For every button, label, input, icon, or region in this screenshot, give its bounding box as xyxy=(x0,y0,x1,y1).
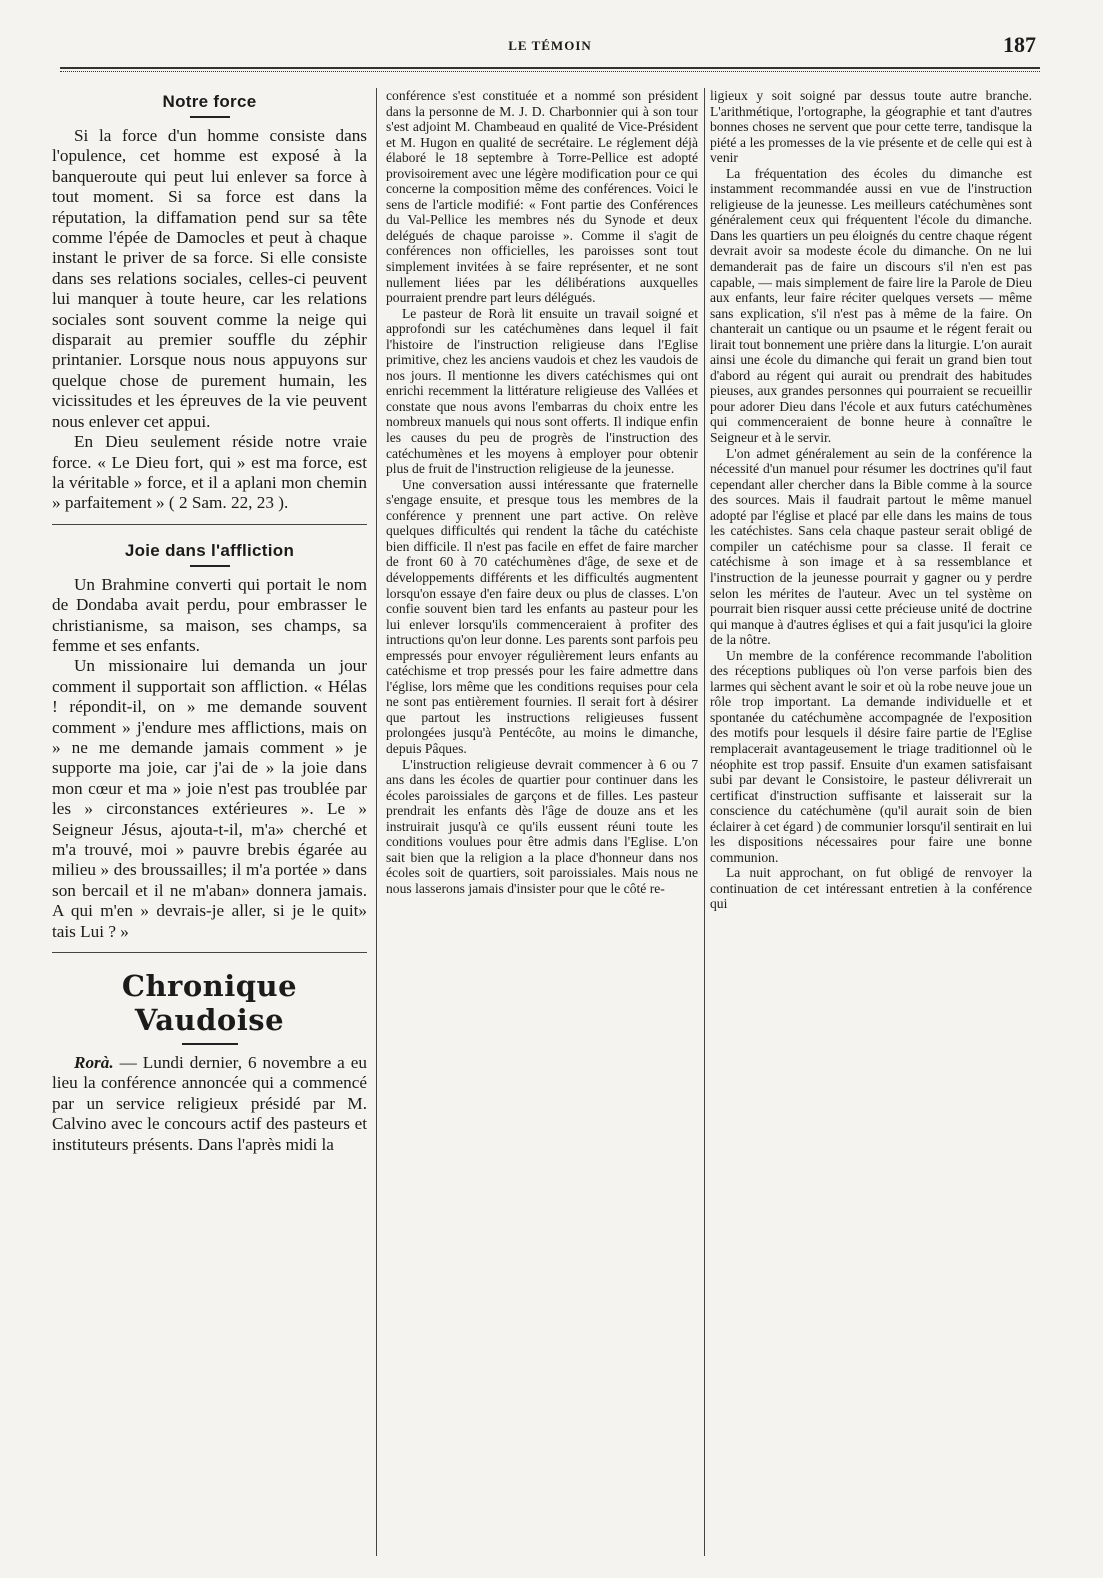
column-divider xyxy=(376,88,377,1556)
paragraph: conférence s'est constituée et a nommé son président dans la personne de M. J. D. Charbonnier qui à son tour s'est adjoint M. Chambeaud en qualité de Vice-Président et M. Hugon en qualité de secrétaire. Le réglement déjà élaboré le 18 septembre à Torre-Pellice est adopté provisoirement avec une légère modification pour ce qui concerne la composition même des conférences. Voici le sens de l'article modifié: « Font partie des Conférences du Val-Pellice les membres nés du Synode et deux delégués de chaque paroisse ». Comme il s'agit de conférences non officielles, les paroisses sont tout simplement invitées à se faire représenter, et ne sont nullement liées par les délibérations auxquelles pourraient prendre part leurs délégués. xyxy=(386,88,698,306)
header-dotted-rule xyxy=(60,71,1040,72)
column-right xyxy=(710,88,1032,1558)
paragraph: Si la force d'un homme consiste dans l'opulence, cet homme est exposé à la banqueroute qui peut lui enlever sa force à tout moment. Si sa force est dans la réputation, la diffamation pend sur sa tête comme l'épée de Damocles et peut à chaque instant le priver de sa force. Si elle consiste dans ses relations sociales, celles-ci peuvent lui manquer à toute heure, car les relations sociales sont souvent comme la neige qui disparait au premier souffle du zéphir printanier. Lorsque nous nous appuyons sur quelque chose de purement humain, les vicissitudes et les épreuves de la vie peuvent nous enlever cet appui. xyxy=(52,126,367,431)
paragraph-text: — Lundi dernier, 6 novembre a eu lieu la conférence annoncée qui a commencé par un service religieux présidé par M. Calvino avec le concours actif des pasteurs et instituteurs présents. Dans l'après midi la xyxy=(52,1053,367,1154)
article-title-notre-force: Notre force xyxy=(162,92,257,111)
section-separator xyxy=(52,524,367,525)
paragraph: Le pasteur de Rorà lit ensuite un travail soigné et approfondi sur les catéchumènes dans lequel il fait l'histoire de l'instruction religieuse dans l'Eglise primitive, chez les anciens vaudois et chez les vaudois de nos jours. Il mentionne les divers catéchismes qui ont enrichi recemment la littérature religieuse des Vallées et constate que nous avons l'embarras du choix entre les nombreux manuels qui nous sont offerts. Il indique enfin les causes du peu de progrès de l'instruction des catéchumènes et les moyens à employer pour obtenir plus de fruit de l'instruction religieuse de la jeunesse. xyxy=(386,305,698,477)
paragraph: Un Brahmine converti qui portait le nom de Dondaba avait perdu, pour embrasser le christianisme, sa maison, ses champs, sa femme et ses enfants. xyxy=(52,574,367,655)
paragraph: La fréquentation des écoles du dimanche est instamment recommandée aussi en vue de l'instruction religieuse de la jeunesse. Les meilleurs catéchumènes sont généralement ceux qui fréquentent l'école du dimanche. Dans les quartiers un peu éloignés du centre chaque régent devrait avoir sa modeste école du dimanche. On ne lui demanderait pas de faire un discours s'il n'en est pas capable, — mais simplement de faire lire la Parole de Dieu aux enfants, leur faire réciter quelques versets — même sans explication, s'il n'est pas à même de la faire. On chanterait un cantique ou un psaume et le régent ferait ou lirait tout bonnement une prière dans la liturgie. L'on aurait ainsi une école du dimanche qui ferait un grand bien tout d'abord au régent qui aurait ou prendrait des habitudes pieuses, aux grandes personnes qui pourraient se recueillir pour adorer Dieu dans l'école et aux futurs catéchumènes qui commenceraient de bonne heure à connaître le Seigneur et à le servir. xyxy=(710,165,1032,446)
article-title-joie: Joie dans l'affliction xyxy=(124,540,295,560)
page-header xyxy=(60,34,1040,64)
column-divider xyxy=(704,88,705,1556)
paragraph: En Dieu seulement réside notre vraie force. « Le Dieu fort, qui » est ma force, est la véritable » force, et il a aplani mon chemin » parfaitement » ( 2 Sam. 22, 23 ). xyxy=(52,432,367,513)
paragraph: Un missionaire lui demanda un jour comment il supportait son affliction. « Hélas ! répondit-il, on » me demande souvent comment » j'endure mes afflictions, mais on » ne me demande jamais comment » je supporte ma joie, car j'ai de » la joie dans mon cœur et ma » joie n'est pas troublée par les » circonstances extérieures ». Le » Seigneur Jésus, ajouta-t-il, m'a» cherché et m'a trouvé, moi » pauvre brebis égarée au milieu » des broussailles; il m'a portée » dans son bercail et il ne m'aban» donnera jamais. A qui m'en » devrais-je aller, si je le quit» tais Lui ? » xyxy=(52,656,367,941)
paragraph: ligieux y soit soigné par dessus toute autre branche. L'arithmétique, l'ortographe, la géographie et tant d'autres bonnes choses ne servent que pour cette terre, tandisque la piété a les promesses de la vie présente et de celle qui est à venir xyxy=(710,88,1032,166)
running-title: LE TÉMOIN xyxy=(508,38,592,53)
paragraph: La nuit approchant, on fut obligé de renvoyer la continuation de cet intéressant entretien à la conférence qui xyxy=(710,865,1032,912)
paragraph: Un membre de la conférence recommande l'abolition des réceptions publiques où l'on verse parfois bien des larmes qui sèchent avant le soir et où la robe neuve joue un rôle trop important. La demande individuelle et et spontanée du catéchumène accompagnée de l'exposition des motifs pour lesquels il désire faire partie de l'Eglise remplacerait avantageusement le triage traditionnel où le néophite est trop passif. Ensuite d'un examen satisfaisant subi par devant le Consistoire, le pasteur délivrerait un certificat d'instruction suffisante et laisserait sur la conscience du catéchumène (qu'il aurait soin de bien éclairer à cet égard ) de communier lorsqu'il sentirait en lui les dispositions nécessaires pour faire une bonne communion. xyxy=(710,647,1032,865)
paragraph: L'instruction religieuse devrait commencer à 6 ou 7 ans dans les écoles de quartier pour continuer dans les écoles paroissiales de garçons et de filles. Les pasteur prendrait les enfants dès l'âge de douze ans et les instruirait jusqu'à ce qu'ils eussent réuni toute les conditions voulues pour être admis dans l'Eglise. L'on sait bien que la religion a la place d'honneur dans nos écoles soit de quartiers, soit paroissiales. Mais nous ne nous lasserons jamais d'insister pour que le côté re- xyxy=(386,756,698,896)
paragraph: Une conversation aussi intéressante que fraternelle s'engage ensuite, et presque tous les membres de la conférence y prennent une part active. On relève quelques difficultés qui rendent la tâche du catéchiste bien difficile. Il n'est pas facile en effet de faire marcher de front 60 à 70 catéchumènes d'âge, de sexe et de développements différents et les difficultés augmentent lorsqu'on essaye d'en faire deux ou plus de classes. L'on confie souvent bien tard les enfants au pasteur pour les lui enlever lorsqu'ils commenceraient à profiter des intructions qu'on leur donne. Les parents sont parfois peu empressés pour envoyer régulièrement leurs enfants au catéchisme et trop pressés pour les faire admettre dans l'église, lors même que les conditions requises pour cela ne sont pas entièrement fournies. Il serait fort à désirer que partout les instructions religieuses fussent prolongées jusqu'à Pentécôte, au moins le dimanche, depuis Pâques. xyxy=(386,476,698,756)
page-number: 187 xyxy=(1003,32,1036,57)
column-left xyxy=(52,88,367,1548)
section-separator xyxy=(52,952,367,953)
title-dash xyxy=(190,565,230,567)
header-rule xyxy=(60,67,1040,69)
title-dash xyxy=(182,1043,238,1045)
place-name: Rorà. xyxy=(74,1053,114,1073)
column-middle xyxy=(386,88,698,1558)
paragraph: L'on admet généralement au sein de la conférence la nécessité d'un manuel pour résumer les doctrines qu'il faut cependant aller chercher dans la Bible comme à la source des sources. Mais il faudrait partout le même manuel adopté par l'église et placé par elle dans les mains de tous les catéchistes. Sans cela chaque pasteur serait obligé de compiler un catéchisme pour sa classe. Il ferait ce catéchisme à son image et à sa ressemblance et l'instruction de la jeunesse pourrait y gagner ou y perdre selon les mérites de l'auteur. Avec un tel système on pourrait bien risquer aussi cette précieuse unité de doctrine qui manque à d'autres églises et qui a fait jusqu'ici la gloire de la nôtre. xyxy=(710,445,1032,648)
chronique-title: Chronique Vaudoise xyxy=(121,969,298,1038)
title-dash xyxy=(190,116,230,118)
paragraph xyxy=(52,1053,367,1155)
